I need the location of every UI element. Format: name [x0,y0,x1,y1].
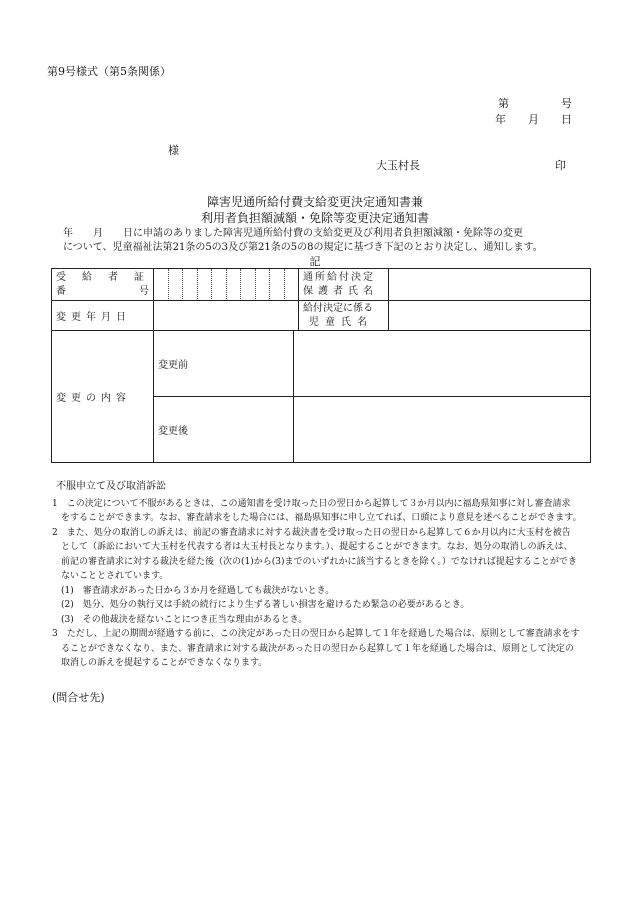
note-1-line2: をすることができます。なお、審査請求をした場合には、福島県知事に申し立てれば、口頭により意見を述べることができます。 [52,513,582,523]
note-1-line1: 1 この決定について不服があるときは、この通知書を受け取った日の翌日から起算して３か月以内に福島県知事に対し審査請求 [52,498,571,509]
change-content-label: 変更の内容 [52,331,154,463]
note-2-line2: として（訴訟において大玉村を代表する者は大玉村長となります。）、提起することができます。なお、処分の取消しの訴えは、 [52,542,573,552]
ki-mark: 記 [309,255,321,268]
note-2-sub1: (1) 審査請求があった日から３か月を経過しても裁決がないとき。 [52,585,335,596]
child-label-l1: 給付決定に係る [303,302,373,314]
before-label-text: 変更前 [158,360,188,371]
number-dai: 第 [498,97,509,110]
intro-line1: 年 月 日に申請のありました障害児通所給付費の支給変更及び利用者負担額減額・免除等の変更 [63,228,523,239]
note-2-sub3: (3) その他裁決を経ないことにつき正当な理由があるとき。 [52,614,308,625]
seal-mark: 印 [555,159,566,172]
note-2-line4: ないこととされています。 [52,571,169,581]
child-name-label [299,301,389,331]
guardian-label-l1: 通所給付決定 [303,271,375,283]
guardian-name-label [299,269,389,301]
note-3-line3: 取消しの訴えを提起することができなくなります。 [52,658,268,668]
document-date [495,111,572,127]
change-date-field[interactable] [154,301,299,331]
date-month: 月 [528,113,539,126]
before-label [154,331,294,397]
contact-label: (問合せ先) [52,691,105,704]
before-field[interactable] [294,331,591,397]
guardian-label-l2: 保護者氏名 [303,285,378,297]
number-go: 号 [561,97,572,110]
after-label [154,397,294,463]
note-3-line1: 3 ただし、上記の期間が経過する前に、この決定があった日の翌日から起算して１年を経過した場合は、原則として審査請求をす [52,629,580,639]
child-label-l2: 児童氏名 [309,316,373,328]
title-line1: 障害児通所給付費支給変更決定通知書兼 [206,195,423,209]
recipient-cert-number-field[interactable] [154,269,299,301]
label-go: 号 [139,285,149,297]
label-ban: 番 [56,285,66,297]
guardian-name-field[interactable] [389,269,591,301]
recipient-cert-label-l1: 受 給 者 証 [56,271,147,283]
note-3-line2: ることができなくなり、また、審査請求に対する裁決があった日の翌日から起算して１年を経過した場合は、原則として決定の [52,643,574,654]
document-number [498,95,572,111]
recipient-cert-label-l2 [56,285,149,299]
change-date-label: 変更年月日 [52,301,154,331]
recipient-suffix: 様 [168,144,179,157]
date-day: 日 [561,113,572,126]
after-field[interactable] [294,397,591,463]
child-name-field[interactable] [389,301,591,331]
form-number: 第9号様式（第5条関係） [47,65,171,78]
appeal-notes [52,480,592,671]
note-2-line1: 2 また、処分の取消しの訴えは、前記の審査請求に対する裁決書を受け取った日の翌日から起算して６か月以内に大玉村を被告 [52,527,571,538]
title-line2: 利用者負担額減額・免除等変更決定通知書 [200,211,429,225]
notes-heading: 不服申立て及び取消訴訟 [56,481,166,492]
note-2-sub2: (2) 処分、処分の執行又は手続の続行により生ずる著しい損害を避けるため緊急の必要があるとき。 [52,600,470,610]
digit-grid [154,269,298,300]
decision-table [51,268,591,463]
note-2-line3: 前記の審査請求に対する裁決を経た後（次の(1)から(3)までのいずれかに該当するときを除く。）でなければ提起することができ [52,556,577,567]
date-year: 年 [495,113,506,126]
sender: 大玉村長 [376,159,420,172]
recipient-cert-label [52,269,154,301]
intro-line2: について、児童福祉法第21条の5の3及び第21条の5の8の規定に基づき下記のとおり決定し、通知します。 [63,242,543,253]
after-label-text: 変更後 [158,426,188,437]
